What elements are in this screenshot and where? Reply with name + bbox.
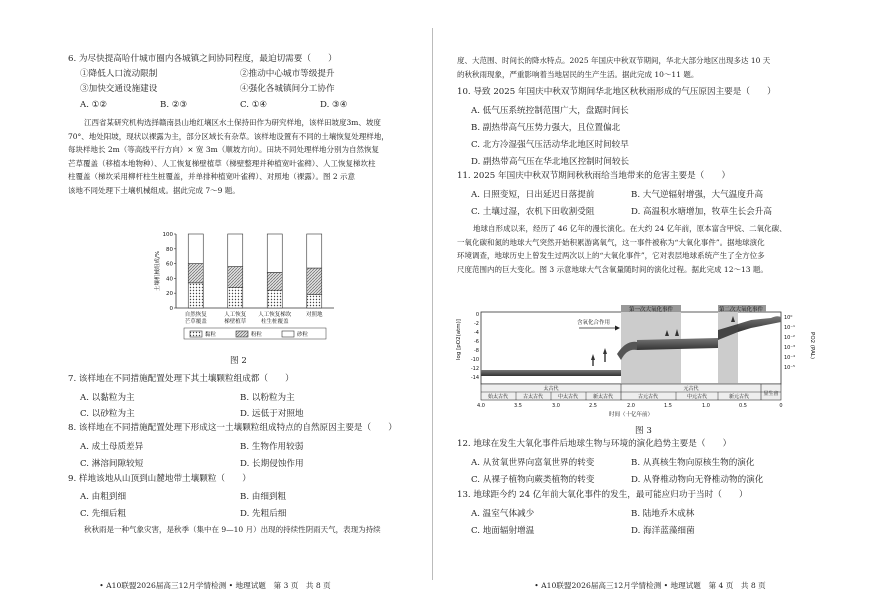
q7-option-c[interactable]: C. 以砂粒为主 bbox=[80, 409, 135, 419]
q7-stem: 7. 该样地在不同措施配置处理下其土壤颗粒组成都（ ） bbox=[68, 374, 294, 384]
y-tick-label: 60 bbox=[166, 261, 173, 268]
bar-segment-粉粒 bbox=[267, 272, 282, 290]
y-axis-label: 土壤机械组成/% bbox=[155, 250, 161, 291]
material-line: 度、大范围、时间长的降水特点。2025 年国庆中秋双节期间，华北大部分地区出现多达 10 天 bbox=[457, 56, 771, 65]
y-tick: -8 bbox=[474, 348, 479, 354]
legend-label: 粉粒 bbox=[251, 332, 263, 338]
fig2-caption: 图 2 bbox=[230, 356, 247, 366]
q6-option-a[interactable]: A. ①② bbox=[80, 100, 108, 110]
material-7-9 bbox=[68, 116, 389, 198]
bar-segment-粉粒 bbox=[188, 264, 203, 283]
legend-label: 砂粒 bbox=[297, 332, 309, 338]
bar-segment-粉粒 bbox=[228, 267, 243, 288]
y-tick-right: 10⁻¹ bbox=[784, 325, 796, 331]
x-tick-label: 人工恢复梯坎 bbox=[258, 312, 292, 318]
footer-page-3: • A10联盟2026届高三12月学情检测 • 地理试题 第 3 页 共 8 页 bbox=[99, 581, 331, 590]
q13-option-c[interactable]: C. 地面辐射增温 bbox=[471, 526, 535, 536]
bar-segment-黏粒 bbox=[267, 290, 282, 308]
y-tick: -12 bbox=[470, 366, 479, 372]
y-axis-left-label: log [pO2(atm)] bbox=[456, 319, 462, 360]
q13-option-b[interactable]: B. 陆地乔木成林 bbox=[631, 509, 695, 519]
q8-stem: 8. 该样地在不同措施配置处理下形成这一土壤颗粒组成特点的自然原因主要是（ ） bbox=[68, 423, 397, 433]
q6-stem: 6. 为尽快提高哈什城市圈内各城镇之间协同程度，最迫切需要（ ） bbox=[68, 54, 337, 64]
x-tick-label: 对照地 bbox=[305, 312, 323, 318]
footer-page-4: • A10联盟2026届高三12月学情检测 • 地理试题 第 4 页 共 8 页 bbox=[534, 581, 766, 590]
x-tick: 1.0 bbox=[702, 403, 710, 409]
material-line: 环境调查，地球历史上曾发生过两次以上的“大氧化事件”，它对表层地球系统产生了全方位多 bbox=[457, 251, 765, 261]
q6-item-4: ④强化各城镇间分工协作 bbox=[240, 84, 335, 94]
bar-segment-砂粒 bbox=[228, 234, 243, 267]
q12-option-b[interactable]: B. 从真核生物向原核生物的演化 bbox=[631, 458, 755, 468]
page-divider bbox=[432, 28, 433, 580]
bar-segment-黏粒 bbox=[188, 283, 203, 308]
q13-option-d[interactable]: D. 海洋蓝藻细菌 bbox=[631, 526, 695, 536]
fig3-caption: 图 3 bbox=[635, 426, 652, 436]
legend-swatch bbox=[236, 331, 248, 337]
oxygen-band-proterozoic bbox=[637, 338, 718, 350]
q9-option-d[interactable]: D. 先粗后细 bbox=[240, 509, 287, 519]
q11-stem: 11. 2025 年国庆中秋双节期间秋秋雨给当地带来的危害主要是（ ） bbox=[457, 171, 731, 181]
era-label: 中太古代 bbox=[557, 394, 579, 400]
y-tick-label: 40 bbox=[166, 276, 173, 283]
material-line: 的秋秋雨现象，严重影响着当地居民的生产生活。据此完成 10～11 题。 bbox=[457, 69, 699, 79]
x-tick: 0.5 bbox=[739, 403, 747, 409]
material-line: 该地不同处理下土壤机械组成。据此完成 7～9 题。 bbox=[68, 185, 240, 195]
y-tick: -10 bbox=[470, 357, 479, 363]
event2-label: 第二次大氧化事件 bbox=[719, 307, 764, 313]
x-tick-label: 自然恢复 bbox=[184, 312, 207, 318]
y-tick-label: 20 bbox=[166, 291, 173, 298]
photosynthesis-label: 含氧化合作用 bbox=[577, 320, 611, 326]
q11-option-c[interactable]: C. 土壤过湿，农机下田收割受阻 bbox=[471, 207, 595, 217]
q10-option-c[interactable]: C. 北方冷湿强气压活动华北地区时间较早 bbox=[471, 140, 629, 150]
q11-option-a[interactable]: A. 日照变短，日出延迟日落提前 bbox=[471, 190, 595, 200]
q6-item-1: ①降低人口流动限制 bbox=[80, 69, 158, 79]
q7-option-d[interactable]: D. 远低于对照地 bbox=[240, 409, 304, 419]
page-3 bbox=[0, 0, 430, 615]
y-tick-label: 100 bbox=[162, 232, 173, 238]
material-12-13 bbox=[457, 222, 787, 276]
q8-option-c[interactable]: C. 淋溶间隙较短 bbox=[80, 459, 144, 469]
q9-option-c[interactable]: C. 先细后粗 bbox=[80, 509, 127, 519]
q6-item-3: ③加快交通设施建设 bbox=[80, 84, 158, 94]
y-tick-right: 10⁻³ bbox=[784, 345, 796, 351]
q12-option-d[interactable]: D. 从脊椎动物向无脊椎动物的演化 bbox=[631, 475, 764, 485]
x-tick-label: 人工恢复 bbox=[224, 312, 247, 318]
era-label: 古元古代 bbox=[637, 394, 659, 400]
q6-item-2: ②推动中心城市等级提升 bbox=[240, 69, 335, 79]
soil-composition-chart bbox=[150, 226, 340, 350]
q6-option-b[interactable]: B. ②③ bbox=[160, 100, 188, 110]
y-tick: -6 bbox=[474, 339, 479, 345]
era-label: 古太古代 bbox=[522, 394, 544, 400]
y-tick-right: 10⁻² bbox=[784, 335, 796, 341]
oxygen-evolution-chart bbox=[451, 302, 819, 422]
q6-option-c[interactable]: C. ①④ bbox=[240, 100, 268, 110]
y-axis-right-ticks bbox=[784, 315, 795, 371]
era-label: 始太古代 bbox=[487, 394, 509, 400]
eon-label: 元古代 bbox=[683, 386, 699, 392]
q13-stem: 13. 地球距今约 24 亿年前大氧化事件的发生，最可能应归功于当时（ ） bbox=[457, 490, 748, 500]
oxygen-band-archean bbox=[481, 370, 621, 376]
x-tick-label: 芒草覆盖 bbox=[184, 319, 207, 325]
q8-option-d[interactable]: D. 长期侵蚀作用 bbox=[240, 459, 304, 469]
y-axis-right-label: PO2 (PAL) bbox=[809, 332, 815, 359]
material-line: 江西省某研究机构选择赣南县山地红壤区水土保持田作为研究样地，该样田坡度3m、坡度 bbox=[84, 118, 381, 127]
x-tick: 0 bbox=[779, 403, 783, 409]
material-10-11-start: 秋秋雨是一种气象灾害，是秋季（集中在 9—10 月）出现的持续性阴雨天气，表现为持续 bbox=[84, 525, 381, 534]
legend-label: 黏粒 bbox=[205, 332, 217, 338]
q11-option-b[interactable]: B. 大气逆辐射增强，大气温度升高 bbox=[631, 190, 764, 200]
event1-label: 第一次大氧化事件 bbox=[629, 307, 674, 313]
y-tick: -14 bbox=[470, 375, 479, 381]
q9-option-a[interactable]: A. 由粗到细 bbox=[80, 492, 127, 502]
y-axis-left-ticks bbox=[471, 312, 479, 381]
x-tick: 3.0 bbox=[552, 403, 560, 409]
era-label: 中元古代 bbox=[686, 394, 708, 400]
q9-stem: 9. 样地该地从山顶到山麓地带土壤颗粒（ ） bbox=[68, 474, 251, 484]
bar-segment-粉粒 bbox=[307, 268, 322, 295]
q12-option-c[interactable]: C. 从裸子植物向蕨类植物的转变 bbox=[471, 475, 595, 485]
x-tick: 2.5 bbox=[589, 403, 597, 409]
material-line: 柱覆盖（梯坎采用柳杆柱生桩覆盖，并单排种植宽叶雀稗）、对照地（裸露）。图 2 示意 bbox=[68, 172, 356, 182]
bar-segment-砂粒 bbox=[307, 234, 322, 268]
y-tick: -4 bbox=[474, 330, 479, 336]
q8-option-b[interactable]: B. 生物作用较弱 bbox=[240, 442, 304, 452]
q10-option-b[interactable]: B. 副热带高气压势力强大，且位置偏北 bbox=[471, 123, 621, 133]
q10-option-d[interactable]: D. 副热带高气压在华北地区控制时间较长 bbox=[471, 157, 630, 167]
x-tick: 3.5 bbox=[514, 403, 522, 409]
legend-swatch bbox=[190, 331, 202, 337]
eon-label: 显生宙 bbox=[763, 391, 779, 397]
q10-stem: 10. 导致 2025 年国庆中秋双节期间华北地区秋秋雨形成的气压原因主要是（ ） bbox=[457, 87, 776, 97]
era-label: 新太古代 bbox=[592, 394, 614, 400]
bar-segment-砂粒 bbox=[267, 234, 282, 272]
event2-shade bbox=[718, 312, 738, 384]
x-tick: 4.0 bbox=[477, 403, 485, 409]
era-label: 新元古代 bbox=[728, 394, 750, 400]
bar-segment-砂粒 bbox=[188, 234, 203, 264]
x-axis-label: 时间（十亿年前） bbox=[608, 412, 654, 418]
x-tick: 2.0 bbox=[627, 403, 635, 409]
q7-option-b[interactable]: B. 以粉粒为主 bbox=[240, 393, 295, 403]
legend-swatch bbox=[282, 331, 294, 337]
q8-option-a[interactable]: A. 成土母质差异 bbox=[80, 442, 144, 452]
q6-option-d[interactable]: D. ③④ bbox=[320, 100, 348, 110]
bar-segment-黏粒 bbox=[307, 295, 322, 308]
y-tick-right: 10⁰ bbox=[784, 315, 793, 321]
q13-option-a[interactable]: A. 温室气体减少 bbox=[471, 509, 535, 519]
material-line: 地球自形成以来，经历了 46 亿年的漫长演化。在大约 24 亿年前，原本富含甲烷、二氧化碳、 bbox=[473, 224, 787, 233]
y-tick: 0 bbox=[475, 312, 479, 318]
eon-label: 太古代 bbox=[543, 386, 559, 392]
material-line: 70°、地处阳坡，现状以裸露为主，部分区域长有杂草。该样地设置有不同的土壤恢复处理样地， bbox=[68, 131, 389, 141]
bar-segment-黏粒 bbox=[228, 287, 243, 308]
material-line: 芒草覆盖（移植本地物种）、人工恢复梯壁植草（梯壁整理并种植宽叶雀稗）、人工恢复梯坎柱 bbox=[68, 158, 376, 168]
material-line: 每块样地长 2m（等高线平行方向）× 宽 3m（顺坡方向）。田块不同处理样地分别为自然恢复 bbox=[68, 145, 379, 155]
page-4 bbox=[435, 0, 865, 615]
y-tick: -2 bbox=[474, 321, 479, 327]
x-tick: 1.5 bbox=[664, 403, 672, 409]
material-10-11-cont bbox=[457, 54, 770, 81]
q10-option-a[interactable]: A. 低气压系统控制范围广大，盘踞时间长 bbox=[471, 106, 629, 116]
y-tick-right: 10⁻⁵ bbox=[784, 365, 796, 371]
material-line: 一氧化碳和氮的地球大气突然开始积累游离氧气，这一事件被称为“大氧化事件”。据地球演化 bbox=[457, 237, 765, 247]
q12-stem: 12. 地球在发生大氧化事件后地球生物与环境的演化趋势主要是（ ） bbox=[457, 439, 732, 449]
y-tick-label: 0 bbox=[169, 306, 173, 312]
y-tick-right: 10⁻⁴ bbox=[784, 355, 796, 361]
x-tick-label: 梯壁植草 bbox=[224, 319, 247, 325]
q9-option-b[interactable]: B. 由细到粗 bbox=[240, 492, 287, 502]
q7-option-a[interactable]: A. 以黏粒为主 bbox=[80, 393, 135, 403]
x-tick-label: 柱生桩覆盖 bbox=[260, 319, 289, 325]
q12-option-a[interactable]: A. 从贫氧世界向富氧世界的转变 bbox=[471, 458, 595, 468]
y-tick-label: 80 bbox=[166, 246, 173, 253]
q11-option-d[interactable]: D. 高温积水塘增加，牧草生长会升高 bbox=[631, 207, 772, 217]
material-line: 尺度范围内的巨大变化。图 3 示意地球大气含氧量随时间的演化过程。据此完成 12～13 题。 bbox=[457, 264, 768, 274]
x-axis-ticks bbox=[477, 403, 783, 409]
